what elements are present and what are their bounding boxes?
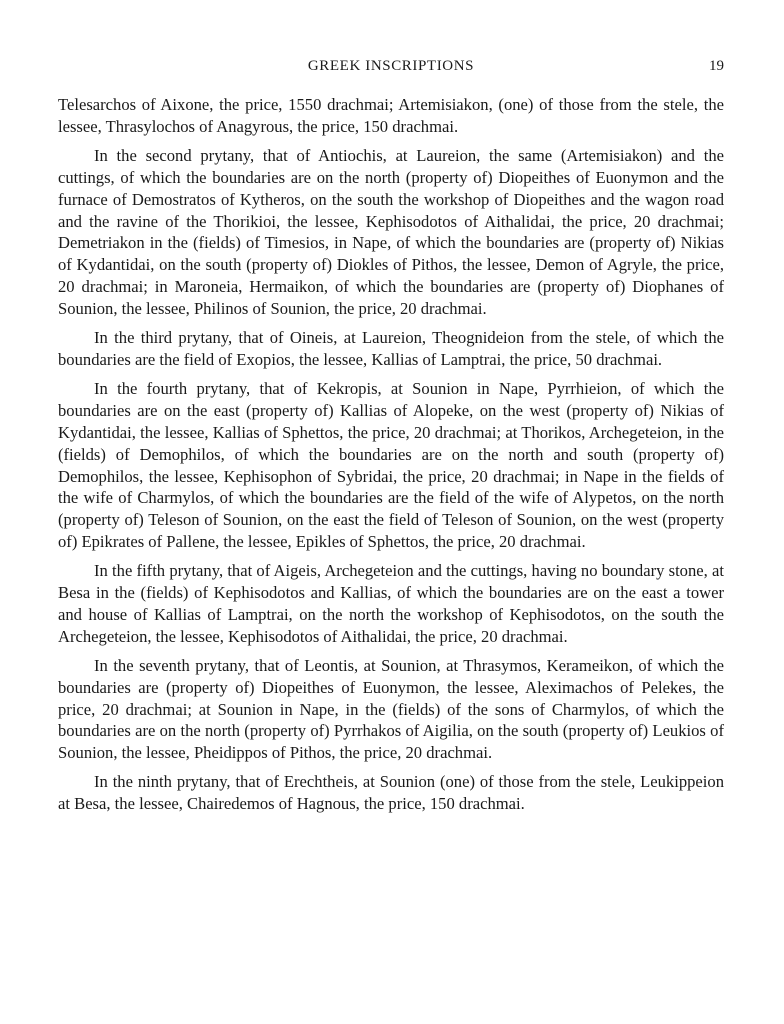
document-page <box>58 58 724 822</box>
paragraph-continued: Telesarchos of Aixone, the price, 1550 drachmai; Artemisiakon, (one) of those from the stele, the lessee, Thrasylochos of Anagyrous, the price, 150 drachmai. <box>58 95 724 136</box>
running-head <box>58 58 724 80</box>
paragraph-third-prytany: In the third prytany, that of Oineis, at Laureion, Theognideion from the stele, of which the boundaries are the field of Exopios, the lessee, Kallias of Lamptrai, the price, 50 drachmai. <box>58 328 724 369</box>
paragraph-fifth-prytany: In the fifth prytany, that of Aigeis, Archegeteion and the cuttings, having no boundary stone, at Besa in the (fields) of Kephisodotos and Kallias, of which the boundaries are on the east a tower and house of Kallias of Lamptrai, on the north the workshop of Kephisodotos, on the south the Archegeteion, the lessee, Kephisodotos of Aithalidai, the price, 20 drachmai. <box>58 561 724 646</box>
running-head-title: GREEK INSCRIPTIONS <box>307 58 475 74</box>
paragraph-second-prytany: In the second prytany, that of Antiochis, at Laureion, the same (Artemisiakon) and the cuttings, of which the boundaries are on the north (property of) Diopeithes of Euonymon and the furnace of Demostratos of Kytheros, on the south the workshop of Diopeithes and the wagon road and the ravine of the Thorikioi, the lessee, Kephisodotos of Aithalidai, the price, 20 drachmai; Demetriakon in the (fields) of Timesios, in Nape, of which the boundaries are (property of) Nikias of Kydantidai, on the south (property of) Diokles of Pithos, the lessee, Demon of Agryle, the price, 20 drachmai; in Maroneia, Hermaikon, of which the boundaries are (property of) Diophanes of Sounion, the lessee, Philinos of Sounion, the price, 20 drachmai. <box>58 145 724 319</box>
paragraph-ninth-prytany: In the ninth prytany, that of Erechtheis, at Sounion (one) of those from the stele, Leukippeion at Besa, the lessee, Chairedemos of Hagnous, the price, 150 drachmai. <box>58 772 724 814</box>
paragraph-fourth-prytany: In the fourth prytany, that of Kekropis, at Sounion in Nape, Pyrrhieion, of which the boundaries are on the east (property of) Kallias of Alopeke, on the west (property of) Nikias of Kydantidai, the lessee, Kallias of Sphettos, the price, 20 drachmai; at Thorikos, Archegeteion, in the (fields) of Demophilos, of which the boundaries are on the north and south (property of) Demophilos, the lessee, Kephisophon of Sybridai, the price, 20 drachmai; in Nape in the fields of the wife of Charmylos, of which the boundaries are the field of the wife of Alypetos, on the north (property of) Teleson of Sounion, on the east the field of Teleson of Sounion, on the west (property of) Epikrates of Pallene, the lessee, Epikles of Sphettos, the price, 20 drachmai. <box>58 378 724 552</box>
page-number: 19 <box>709 58 724 74</box>
paragraph-seventh-prytany: In the seventh prytany, that of Leontis, at Sounion, at Thrasymos, Kerameikon, of which the boundaries are (property of) Diopeithes of Euonymon, the lessee, Aleximachos of Pelekes, the price, 20 drachmai; at Sounion in Nape, in the (fields) of the sons of Charmylos, of which the boundaries are on the north (property of) Pyrrhakos of Aigilia, on the south (property of) Leukios of Sounion, the lessee, Pheidippos of Pithos, the price, 20 drachmai. <box>58 655 724 763</box>
